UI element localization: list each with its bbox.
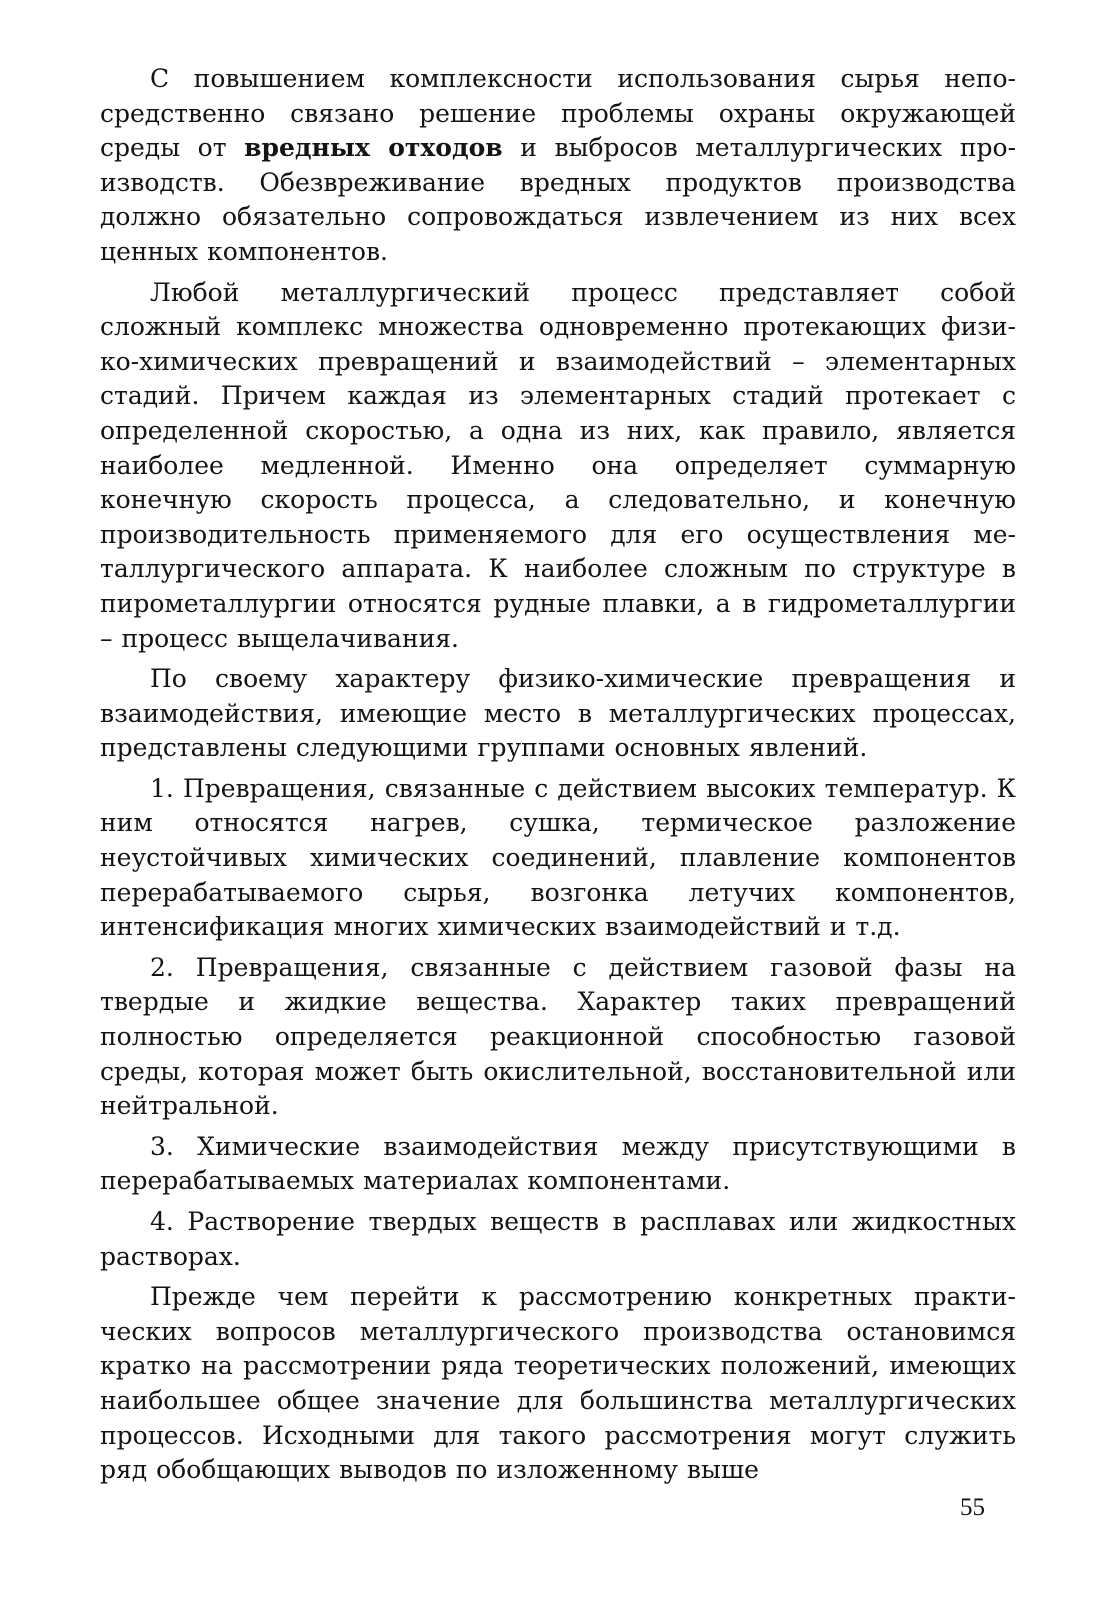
list-item-4	[100, 1205, 1016, 1274]
page-number: 55	[960, 1494, 985, 1521]
paragraph-text-bold: вредных отходов	[244, 133, 503, 163]
paragraph-text: 4. Растворение твердых веществ в расплавах или жидкостных растворах.	[100, 1207, 1016, 1271]
paragraph-1	[100, 62, 1016, 270]
paragraph-text: 3. Химические взаимодействия между присутствующими в перерабатываемых материалах компонентами.	[100, 1131, 1016, 1196]
paragraph-4	[100, 1280, 1016, 1488]
paragraph-text: и выбросов металлургических производств. Обезвреживание вредных продуктов производства должно обязательно сопровождаться извлечением из них всех ценных компонентов.	[100, 133, 1017, 266]
paragraph-text: Прежде чем перейти к рассмотрению конкретных практических вопросов металлургического производства остановимся кратко на рассмотрении ряда теоретических положений, имеющих наибольшее общее значение для большинства металлургических процессов. Исходными для такого рассмотрения могут служить ряд обобщающих выводов по изложенному выше	[100, 1282, 1016, 1485]
list-item-1	[100, 772, 1016, 945]
paragraph-2	[100, 276, 1016, 657]
paragraph-text: Любой металлургический процесс представляет собой сложный комплекс множества одновременно протекающих физико-химических превращений и взаимодействий – элементарных стадий. Причем каждая из элементарных стадий протекает с определенной скоростью, а одна из них, как правило, является наиболее медленной. Именно она определяет суммарную конечную скорость процесса, а следовательно, и конечную производительность применяемого для его осуществления металлургического аппарата. К наиболее сложным по структуре в пирометаллургии относятся рудные плавки, а в гидрометаллургии – процесс выщелачивания.	[100, 277, 1016, 653]
paragraph-text: 1. Превращения, связанные с действием высоких температур. К ним относятся нагрев, сушка, термическое разложение неустойчивых химических соединений, плавление компонентов перерабатываемого сырья, возгонка летучих компонентов, интенсификация многих химических взаимодействий и т.д.	[100, 773, 1016, 942]
page-body	[100, 62, 1016, 1494]
paragraph-text: 2. Превращения, связанные с действием газовой фазы на твердые и жидкие вещества. Характер таких превращений полностью определяется реакционной способностью газовой среды, которая может быть окислительной, восстановительной или нейтральной.	[100, 952, 1016, 1121]
list-item-3	[100, 1130, 1016, 1199]
list-item-2	[100, 951, 1016, 1124]
paragraph-text: По своему характеру физико-химические превращения и взаимодействия, имеющие место в металлургических процессах, представлены следующими группами основных явлений.	[100, 664, 1016, 763]
paragraph-text: С повышением комплексности использования сырья непосредственно связано решение проблемы охраны окружающей среды от	[100, 64, 1016, 163]
paragraph-3	[100, 662, 1016, 766]
